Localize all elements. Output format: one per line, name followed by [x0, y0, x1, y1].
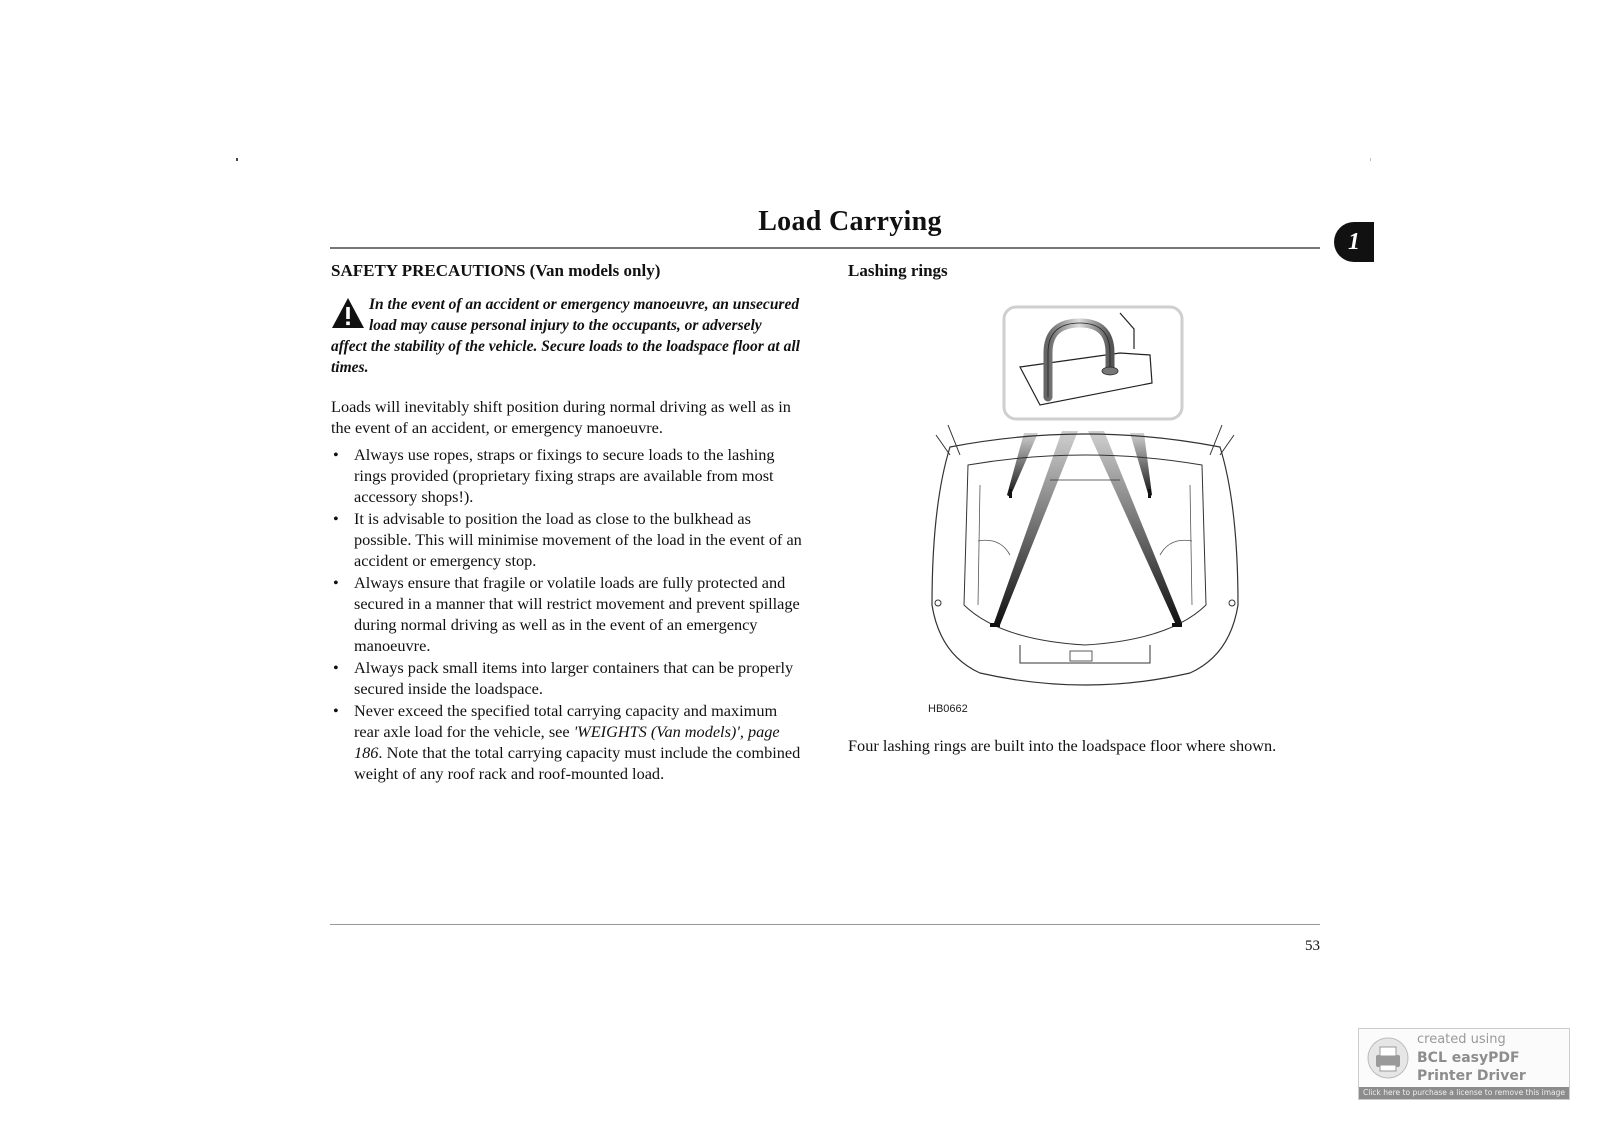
left-column-body: [331, 396, 803, 785]
section-heading: SAFETY PRECAUTIONS (Van models only): [331, 261, 661, 280]
figure-code: HB0662: [928, 703, 968, 715]
crop-mark-right: [1370, 158, 1371, 161]
lashing-rings-heading: Lashing rings: [848, 261, 948, 280]
crop-mark-left: [236, 158, 238, 161]
lashing-rings-illustration: [920, 305, 1250, 725]
bullet-dot: •: [333, 573, 339, 592]
warning-block: [331, 294, 801, 378]
page-reference-link[interactable]: 'WEIGHTS (Van models)', page 186: [354, 722, 780, 762]
list-item-text: Always ensure that fragile or volatile loads are fully protected and secured in a manner that will restrict movement and prevent spillage during normal driving as well as in the event of an emergency manoeuvre.: [354, 573, 800, 655]
easypdf-watermark[interactable]: [1358, 1028, 1570, 1100]
list-item: [331, 444, 803, 507]
page-number: 53: [1305, 938, 1320, 954]
watermark-line-2: BCL easyPDF: [1417, 1050, 1520, 1066]
intro-paragraph: Loads will inevitably shift position during normal driving as well as in the event of an accident, or emergency manoeuvre.: [331, 397, 791, 437]
list-item-text: It is advisable to position the load as close to the bulkhead as possible. This will minimise movement of the load in the event of an accident or emergency stop.: [354, 509, 802, 570]
footer-rule: [330, 924, 1320, 925]
page-title: Load Carrying: [758, 206, 942, 237]
precautions-list: [331, 444, 803, 784]
list-item-text: Always use ropes, straps or fixings to secure loads to the lashing rings provided (proprietary fixing straps are available from most accessory shops!).: [354, 445, 775, 506]
bullet-dot: •: [333, 509, 339, 528]
warning-triangle-icon: [331, 296, 365, 330]
chapter-tab: 1: [1334, 222, 1374, 262]
list-item: [331, 657, 803, 699]
bullet-dot: •: [333, 701, 339, 720]
list-item-text: Never exceed the specified total carrying capacity and maximum rear axle load for the vehicle, see 'WEIGHTS (Van models)', page 186. Note that the total carrying capacity must include the combined weight of any roof rack and roof-mounted load.: [354, 701, 801, 783]
list-item-text: Always pack small items into larger containers that can be properly secured inside the loadspace.: [354, 658, 794, 698]
printer-logo-icon: [1365, 1035, 1411, 1081]
watermark-line-1: created using: [1417, 1032, 1506, 1047]
bullet-dot: •: [333, 658, 339, 677]
watermark-line-3: Printer Driver: [1417, 1068, 1526, 1084]
purchase-license-link[interactable]: Click here to purchase a license to remove this image: [1359, 1087, 1569, 1099]
list-item: [331, 572, 803, 656]
lashing-rings-caption: Four lashing rings are built into the loadspace floor where shown.: [848, 736, 1277, 755]
warning-text: In the event of an accident or emergency manoeuvre, an unsecured load may cause personal injury to the occupants, or adversely affect the stability of the vehicle. Secure loads to the loadspace floor at all times.: [331, 296, 800, 376]
list-item: [331, 700, 803, 784]
bullet-dot: •: [333, 445, 339, 464]
watermark-text: [1417, 1031, 1526, 1085]
list-item: [331, 508, 803, 571]
header-rule: [330, 247, 1320, 249]
